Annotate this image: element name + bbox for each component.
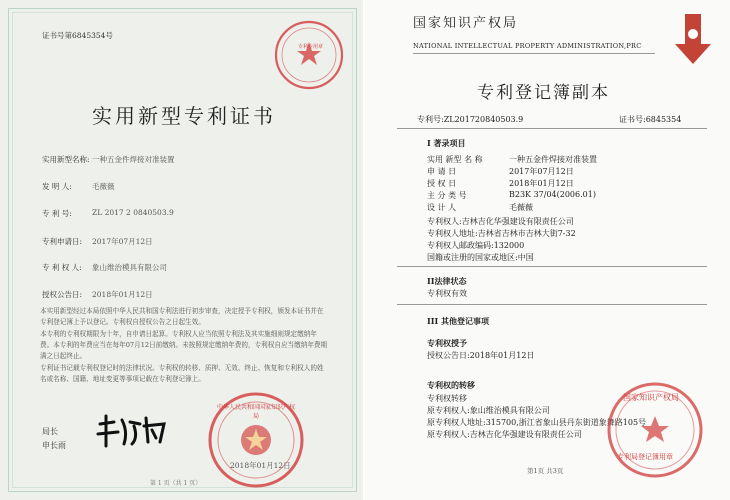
section-rule <box>397 128 707 129</box>
item-value-name: 一种五金件焊接对准装置 <box>509 155 597 164</box>
transfer-subheading: 专利权转移 <box>427 394 467 403</box>
corner-seal-icon <box>272 18 346 92</box>
field-value-inventor: 毛薇薇 <box>92 182 115 191</box>
register-cert-number: 证书号:6845354 <box>619 115 682 124</box>
director-name: 申长雨 <box>42 441 66 450</box>
item-value-designer: 毛薇薇 <box>509 203 533 212</box>
owner-line: 专利权人邮政编码:132000 <box>427 241 525 250</box>
office-name-en: NATIONAL INTELLECTUAL PROPERTY ADMINISTRATION,PRC <box>413 42 642 50</box>
item-label-name: 实用 新型 名 称 <box>427 155 483 164</box>
item-value-grant-date: 2018年01月12日 <box>509 179 574 188</box>
section-rule <box>397 266 707 267</box>
field-value-filing-date: 2017年07月12日 <box>92 237 153 246</box>
cnipa-logo-icon <box>671 10 715 66</box>
grant-date: 授权公告日:2018年01月12日 <box>427 351 535 360</box>
section-rule <box>397 304 707 305</box>
grant-heading: 专利权授予 <box>427 338 467 348</box>
director-title: 局长 <box>42 427 58 436</box>
field-label-filing-date: 专利申请日: <box>42 237 83 246</box>
owner-line: 国籍或注册的国家或地区:中国 <box>427 253 534 262</box>
owner-line: 专利权人地址:吉林省吉林市吉林大街7-32 <box>427 229 576 238</box>
field-value-grant-date: 2018年01月12日 <box>92 290 153 299</box>
header-rule <box>413 53 655 54</box>
seal-date: 2018年01月12日 <box>230 461 291 470</box>
certificate-paragraph: 本专利的专利权期限为十年，自申请日起算。专利权人应当依照专利法及其实施细则规定缴纳年费。本专利的年费应当在每年07月12日前缴纳。未按照规定缴纳年费的，专利权自应当缴纳年费期满之日起终止。 <box>40 330 328 360</box>
transfer-line: 原专利权人:象山维治模具有限公司 <box>427 406 550 415</box>
register-seal-bottom: 专利局登记簿用章 <box>617 453 673 461</box>
field-label-grant-date: 授权公告日: <box>42 290 83 299</box>
field-label-owner: 专 利 权 人: <box>42 263 82 272</box>
field-label-patent-no: 专 利 号: <box>42 209 72 218</box>
page-indicator: 第1页 共3页 <box>527 467 564 475</box>
director-signature <box>94 412 174 452</box>
section-bibliographic: I 著录项目 <box>427 138 466 148</box>
office-name-cn: 国家知识产权局 <box>413 16 519 31</box>
transfer-line: 原专利权人:吉林吉化华强建设有限责任公司 <box>427 430 582 439</box>
register-patent-number: 专利号:ZL201720840503.9 <box>417 115 524 124</box>
item-label-filing-date: 申 请 日 <box>427 167 457 176</box>
field-value-name: 一种五金件焊接对准装置 <box>92 155 175 164</box>
page-indicator: 第 1 页（共 1 页） <box>150 480 202 487</box>
owner-line: 专利权人:吉林吉化华强建设有限责任公司 <box>427 217 574 226</box>
corner-seal-text: 专利专用章 <box>298 44 324 50</box>
transfer-line: 原专利权人地址:315700,浙江省象山县丹东街道象舞路105号 <box>427 418 647 427</box>
field-label-name: 实用新型名称: <box>42 155 90 164</box>
patent-register-copy <box>365 0 730 500</box>
item-label-designer: 设 计 人 <box>427 203 457 212</box>
register-title: 专利登记簿副本 <box>477 83 610 103</box>
certificate-paragraph: 本实用新型经过本局依照中华人民共和国专利法进行初步审查，决定授予专利权，颁发本证书并在专利登记簿上予以登记。专利权自授权公告之日起生效。 <box>40 307 324 326</box>
certificate-paragraph: 专利证书记载专利权登记时的法律状况。专利权的转移、质押、无效、终止、恢复和专利权人的姓名或名称、国籍、地址变更等事项记载在专利登记簿上。 <box>40 364 324 383</box>
field-label-inventor: 发 明 人: <box>42 182 72 191</box>
item-value-class: B23K 37/04(2006.01) <box>509 190 596 199</box>
certificate-number: 证书号第6845354号 <box>42 31 113 40</box>
certificate-title: 实用新型专利证书 <box>92 104 276 128</box>
section-legal-status: II法律状态 <box>427 276 467 286</box>
field-value-owner: 象山维治模具有限公司 <box>92 263 167 272</box>
national-seal-text: 中华人民共和国国家知识产权局 <box>216 404 295 420</box>
register-seal-text: 国家知识产权局 <box>623 393 679 402</box>
legal-status-value: 专利权有效 <box>427 289 467 298</box>
section-other-items: III 其他登记事项 <box>427 316 490 326</box>
transfer-heading: 专利权的转移 <box>427 380 475 390</box>
item-label-class: 主 分 类 号 <box>427 191 467 200</box>
item-label-grant-date: 授 权 日 <box>427 179 457 188</box>
field-value-patent-no: ZL 2017 2 0840503.9 <box>92 208 174 217</box>
item-value-filing-date: 2017年07月12日 <box>509 167 574 176</box>
